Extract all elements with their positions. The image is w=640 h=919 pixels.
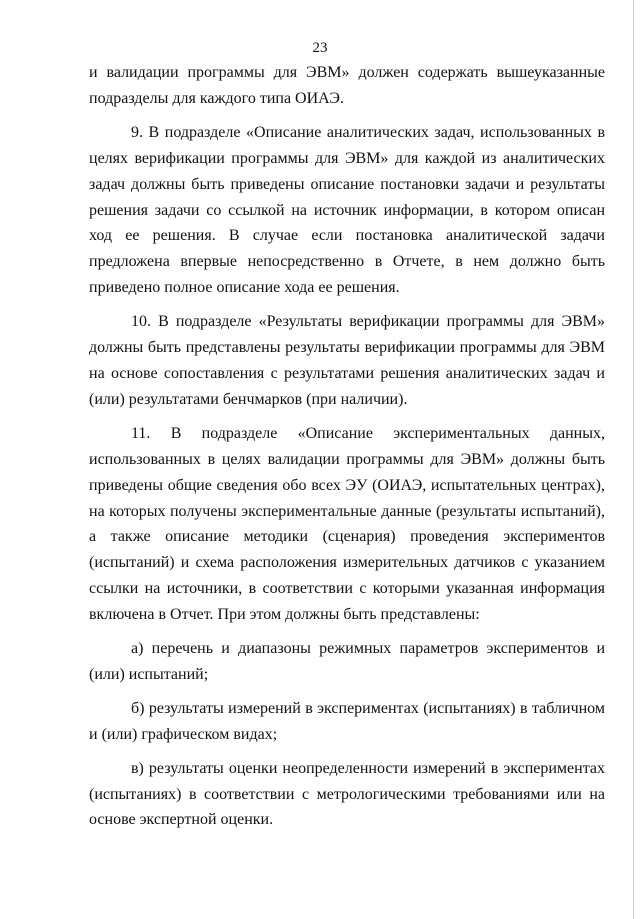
- list-item-v: в) результаты оценки неопределенности измерений в экспериментах (испытаниях) в соответствии с метрологическими требованиями или на основе экспертной оценки.: [89, 759, 605, 829]
- page-number: 23: [312, 40, 328, 56]
- page-edge: [633, 0, 634, 919]
- paragraph-continuation: и валидации программы для ЭВМ» должен содержать вышеуказанные подразделы для каждого типа ОИАЭ.: [89, 64, 605, 107]
- document-body: [89, 60, 605, 833]
- list-item-b: б) результаты измерений в экспериментах (испытаниях) в табличном и (или) графическом видах;: [89, 699, 605, 743]
- paragraph-item-11: 11. В подразделе «Описание экспериментальных данных, использованных в целях валидации программы для ЭВМ» должны быть приведены общие сведения обо всех ЭУ (ОИАЭ, испытательных центрах), на которых получены экспериментальные данные (результаты испытаний), а также описание методики (сценария) проведения экспериментов (испытаний) и схема расположения измерительных датчиков с указанием ссылки на источники, в соответствии с которыми указанная информация включена в Отчет. При этом должны быть представлены:: [89, 424, 605, 624]
- paragraph-item-10: 10. В подразделе «Результаты верификации программы для ЭВМ» должны быть представлены результаты верификации программы для ЭВМ на основе сопоставления с результатами решения аналитических задач и (или) результатами бенчмарков (при наличии).: [89, 313, 605, 408]
- paragraph-item-9: 9. В подразделе «Описание аналитических задач, использованных в целях верификации программы для ЭВМ» для каждой из аналитических задач должны быть приведены описание постановки задачи и результаты решения задачи со ссылкой на источник информации, в котором описан ход ее решения. В случае если постановка аналитической задачи предложена впервые непосредственно в Отчете, в нем должно быть приведено полное описание хода ее решения.: [89, 123, 605, 297]
- list-item-a: а) перечень и диапазоны режимных параметров экспериментов и (или) испытаний;: [89, 640, 605, 683]
